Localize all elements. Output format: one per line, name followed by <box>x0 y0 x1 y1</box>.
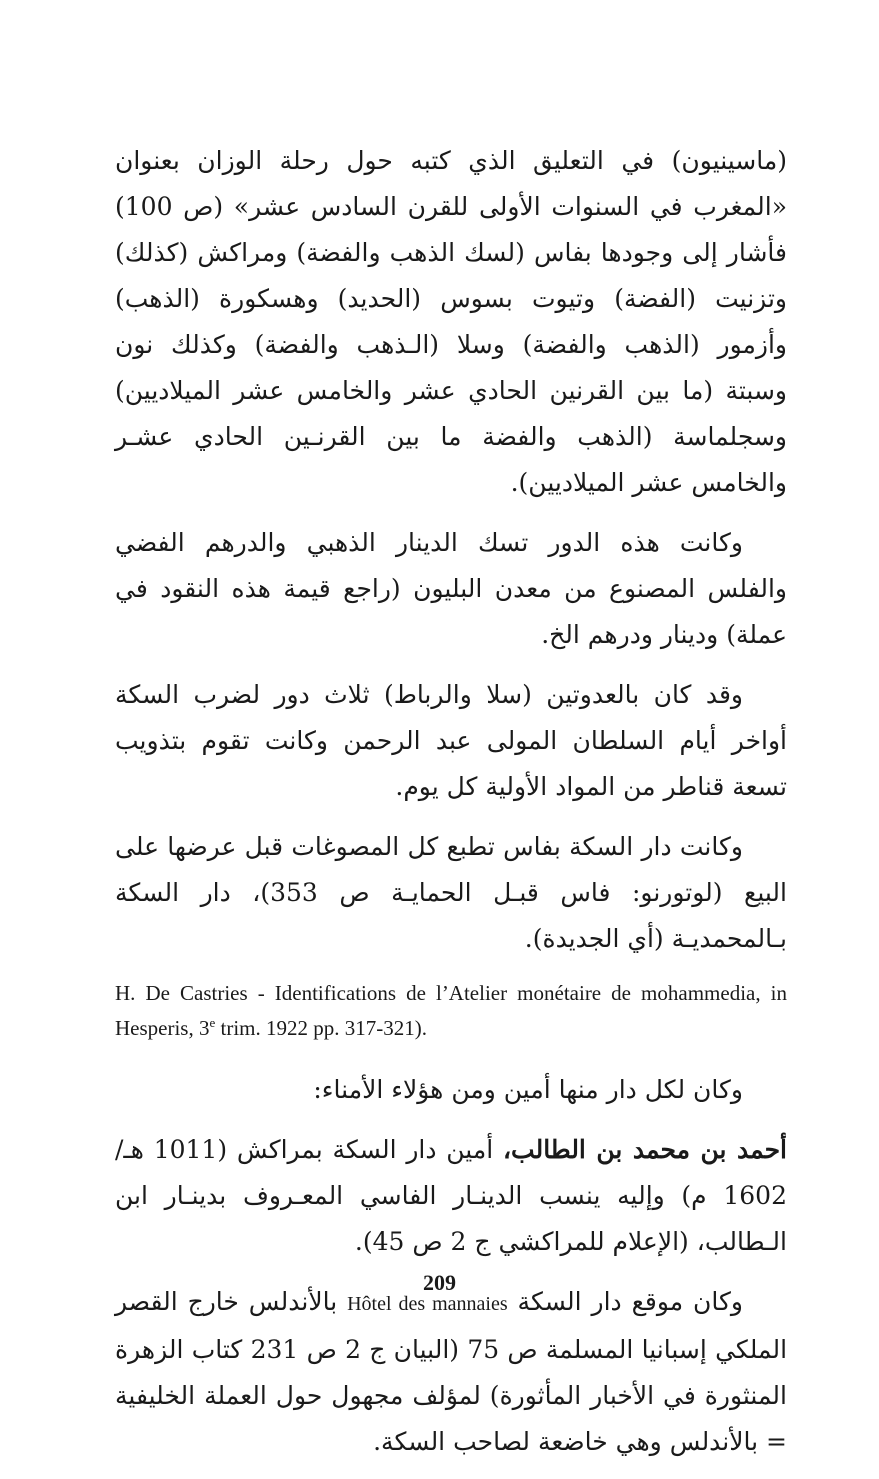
hotel-des-mannaies: Hôtel des mannaies <box>347 1293 508 1315</box>
paragraph-andalus-text-b: بالأندلس خارج القصر الملكي إسبانيا المسلمة ص 75 (البيان ج 2 ص 231 كتاب الزهرة المنثورة في الأخبار المأثورة) لمؤلف مجهول حول العملة الخليفية = بالأندلس وهي خاضعة لصاحب السكة. <box>115 1287 788 1456</box>
paragraph-mints-list: (ماسينيون) في التعليق الذي كتبه حول رحلة الوزان بعنوان «المغرب في السنوات الأولى للقرن السادس عشر» (ص 100) فأشار إلى وجودها بفاس (لسك الذهب والفضة) ومراكش (كذلك) وتزنيت (الفضة) وتيوت بسوس (الحديد) وهسكورة (الذهب) وأزمور (الذهب والفضة) وسلا (الـذهب والفضة) وكذلك نون وسبتة (ما بين القرنين الحادي عشر والخامس عشر الميلاديين) وسجلماسة (الذهب والفضة ما بين القرنـين الحادي عشـر والخامس عشر الميلاديين). <box>115 146 787 497</box>
paragraph-andalus-text-a: وكان موقع دار السكة <box>507 1287 744 1316</box>
reference-text-before: H. De Castries - Identifications de l’Atelier monétaire de mohammedia, in Hesperis, 3 <box>115 981 787 1040</box>
paragraph-andalus-mint <box>115 1279 787 1465</box>
paragraph-ibn-talib <box>115 1127 787 1265</box>
paragraph-trustees: وكان لكل دار منها أمين ومن هؤلاء الأمناء: <box>313 1075 743 1104</box>
reference-castries <box>115 978 787 1043</box>
reference-superscript: e <box>209 1015 216 1030</box>
reference-text-after: trim. 1922 pp. 317-321). <box>215 1016 427 1040</box>
paragraph-fez-mint: وكانت دار السكة بفاس تطبع كل المصوغات قبل عرضها على البيع (لوتورنو: فاس قبـل الحمايـة ص 353)، دار السكة بـالمحمديـة (أي الجديدة). <box>115 832 787 953</box>
page-number: 209 <box>423 1270 456 1295</box>
person-name: أحمد بن محمد بن الطالب، <box>502 1135 787 1164</box>
paragraph-ibn-talib-text: أمين دار السكة بمراكش (1011 هـ/ 1602 م) وإليه ينسب الدينـار الفاسي المعـروف بدينـار ابن الـطالب، (الإعلام للمراكشي ج 2 ص 45). <box>115 1135 787 1256</box>
paragraph-two-banks: وقد كان بالعدوتين (سلا والرباط) ثلاث دور لضرب السكة أواخر أيام السلطان المولى عبد الرحمن وكانت تقوم بتذويب تسعة قناطر من المواد الأولية كل يوم. <box>115 680 787 801</box>
paragraph-coins: وكانت هذه الدور تسك الدينار الذهبي والدرهم الفضي والفلس المصنوع من معدن البليون (راجع قيمة هذه النقود في عملة) ودينار ودرهم الخ. <box>115 528 787 649</box>
